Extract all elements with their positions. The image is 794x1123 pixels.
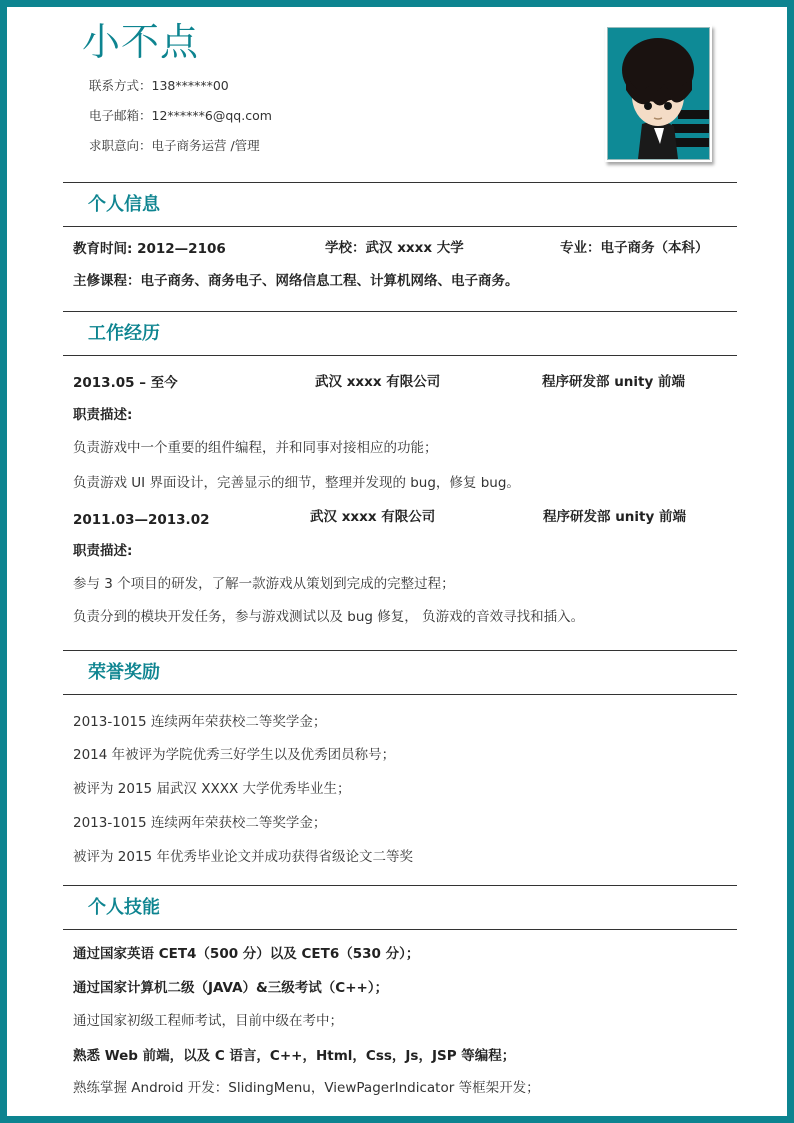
courses: 主修课程：电子商务、商务电子、网络信息工程、计算机网络、电子商务。: [73, 273, 519, 289]
work-dept: 程序研发部 unity 前端: [542, 374, 686, 390]
work-company: 武汉 xxxx 有限公司: [315, 374, 441, 390]
skill-item: 熟悉 Web 前端，以及 C 语言，C++，Html，Css，Js，JSP 等编程；: [73, 1048, 516, 1064]
job-intent: 求职意向：电子商务运营 /管理: [89, 138, 260, 153]
divider: [63, 311, 737, 312]
honor-item: 2013-1015 连续两年荣获校二等奖学金；: [73, 714, 327, 730]
work-company: 武汉 xxxx 有限公司: [310, 509, 436, 525]
divider: [63, 226, 737, 227]
honor-item: 被评为 2015 届武汉 XXXX 大学优秀毕业生；: [73, 781, 351, 797]
work-period: 2011.03—2013.02: [73, 512, 210, 528]
duty-line: 负责游戏 UI 界面设计，完善显示的细节，整理并发现的 bug，修复 bug。: [73, 475, 520, 491]
avatar-illustration: [608, 28, 709, 159]
work-dept: 程序研发部 unity 前端: [543, 509, 687, 525]
section-title-skills: 个人技能: [88, 897, 160, 918]
section-title-info: 个人信息: [88, 194, 160, 215]
contact-email: 电子邮箱：12******6@qq.com: [89, 108, 272, 123]
divider: [63, 929, 737, 930]
section-title-work: 工作经历: [88, 323, 160, 344]
skill-item: 通过国家计算机二级（JAVA）&三级考试（C++）；: [73, 980, 389, 996]
section-title-honors: 荣誉奖励: [88, 662, 160, 683]
contact-phone: 联系方式：138******00: [89, 78, 229, 93]
major: 专业：电子商务（本科）: [560, 240, 709, 256]
skill-item: 通过国家初级工程师考试，目前中级在考中；: [73, 1013, 343, 1029]
duty-label: 职责描述:: [73, 407, 133, 423]
edu-time: 教育时间: 2012—2106: [73, 241, 226, 257]
divider: [63, 650, 737, 651]
skill-item: 熟练掌握 Android 开发：SlidingMenu，ViewPagerIndicator 等框架开发；: [73, 1080, 540, 1096]
duty-line: 参与 3 个项目的研发，了解一款游戏从策划到完成的完整过程；: [73, 576, 455, 592]
divider: [63, 182, 737, 183]
divider: [63, 885, 737, 886]
duty-line: 负责分到的模块开发任务，参与游戏测试以及 bug 修复， 负游戏的音效寻找和插入。: [73, 609, 585, 625]
duty-line: 负责游戏中一个重要的组件编程，并和同事对接相应的功能；: [73, 440, 438, 456]
profile-photo-frame: [605, 25, 712, 162]
divider: [63, 694, 737, 695]
honor-item: 被评为 2015 年优秀毕业论文并成功获得省级论文二等奖: [73, 849, 413, 865]
skill-item: 通过国家英语 CET4（500 分）以及 CET6（530 分）；: [73, 946, 420, 962]
divider: [63, 355, 737, 356]
resume-name: 小不点: [82, 20, 200, 64]
honor-item: 2014 年被评为学院优秀三好学生以及优秀团员称号；: [73, 747, 396, 763]
duty-label: 职责描述:: [73, 543, 133, 559]
honor-item: 2013-1015 连续两年荣获校二等奖学金；: [73, 815, 327, 831]
school: 学校：武汉 xxxx 大学: [325, 240, 464, 256]
profile-photo: [607, 27, 710, 160]
work-period: 2013.05 – 至今: [73, 375, 178, 391]
